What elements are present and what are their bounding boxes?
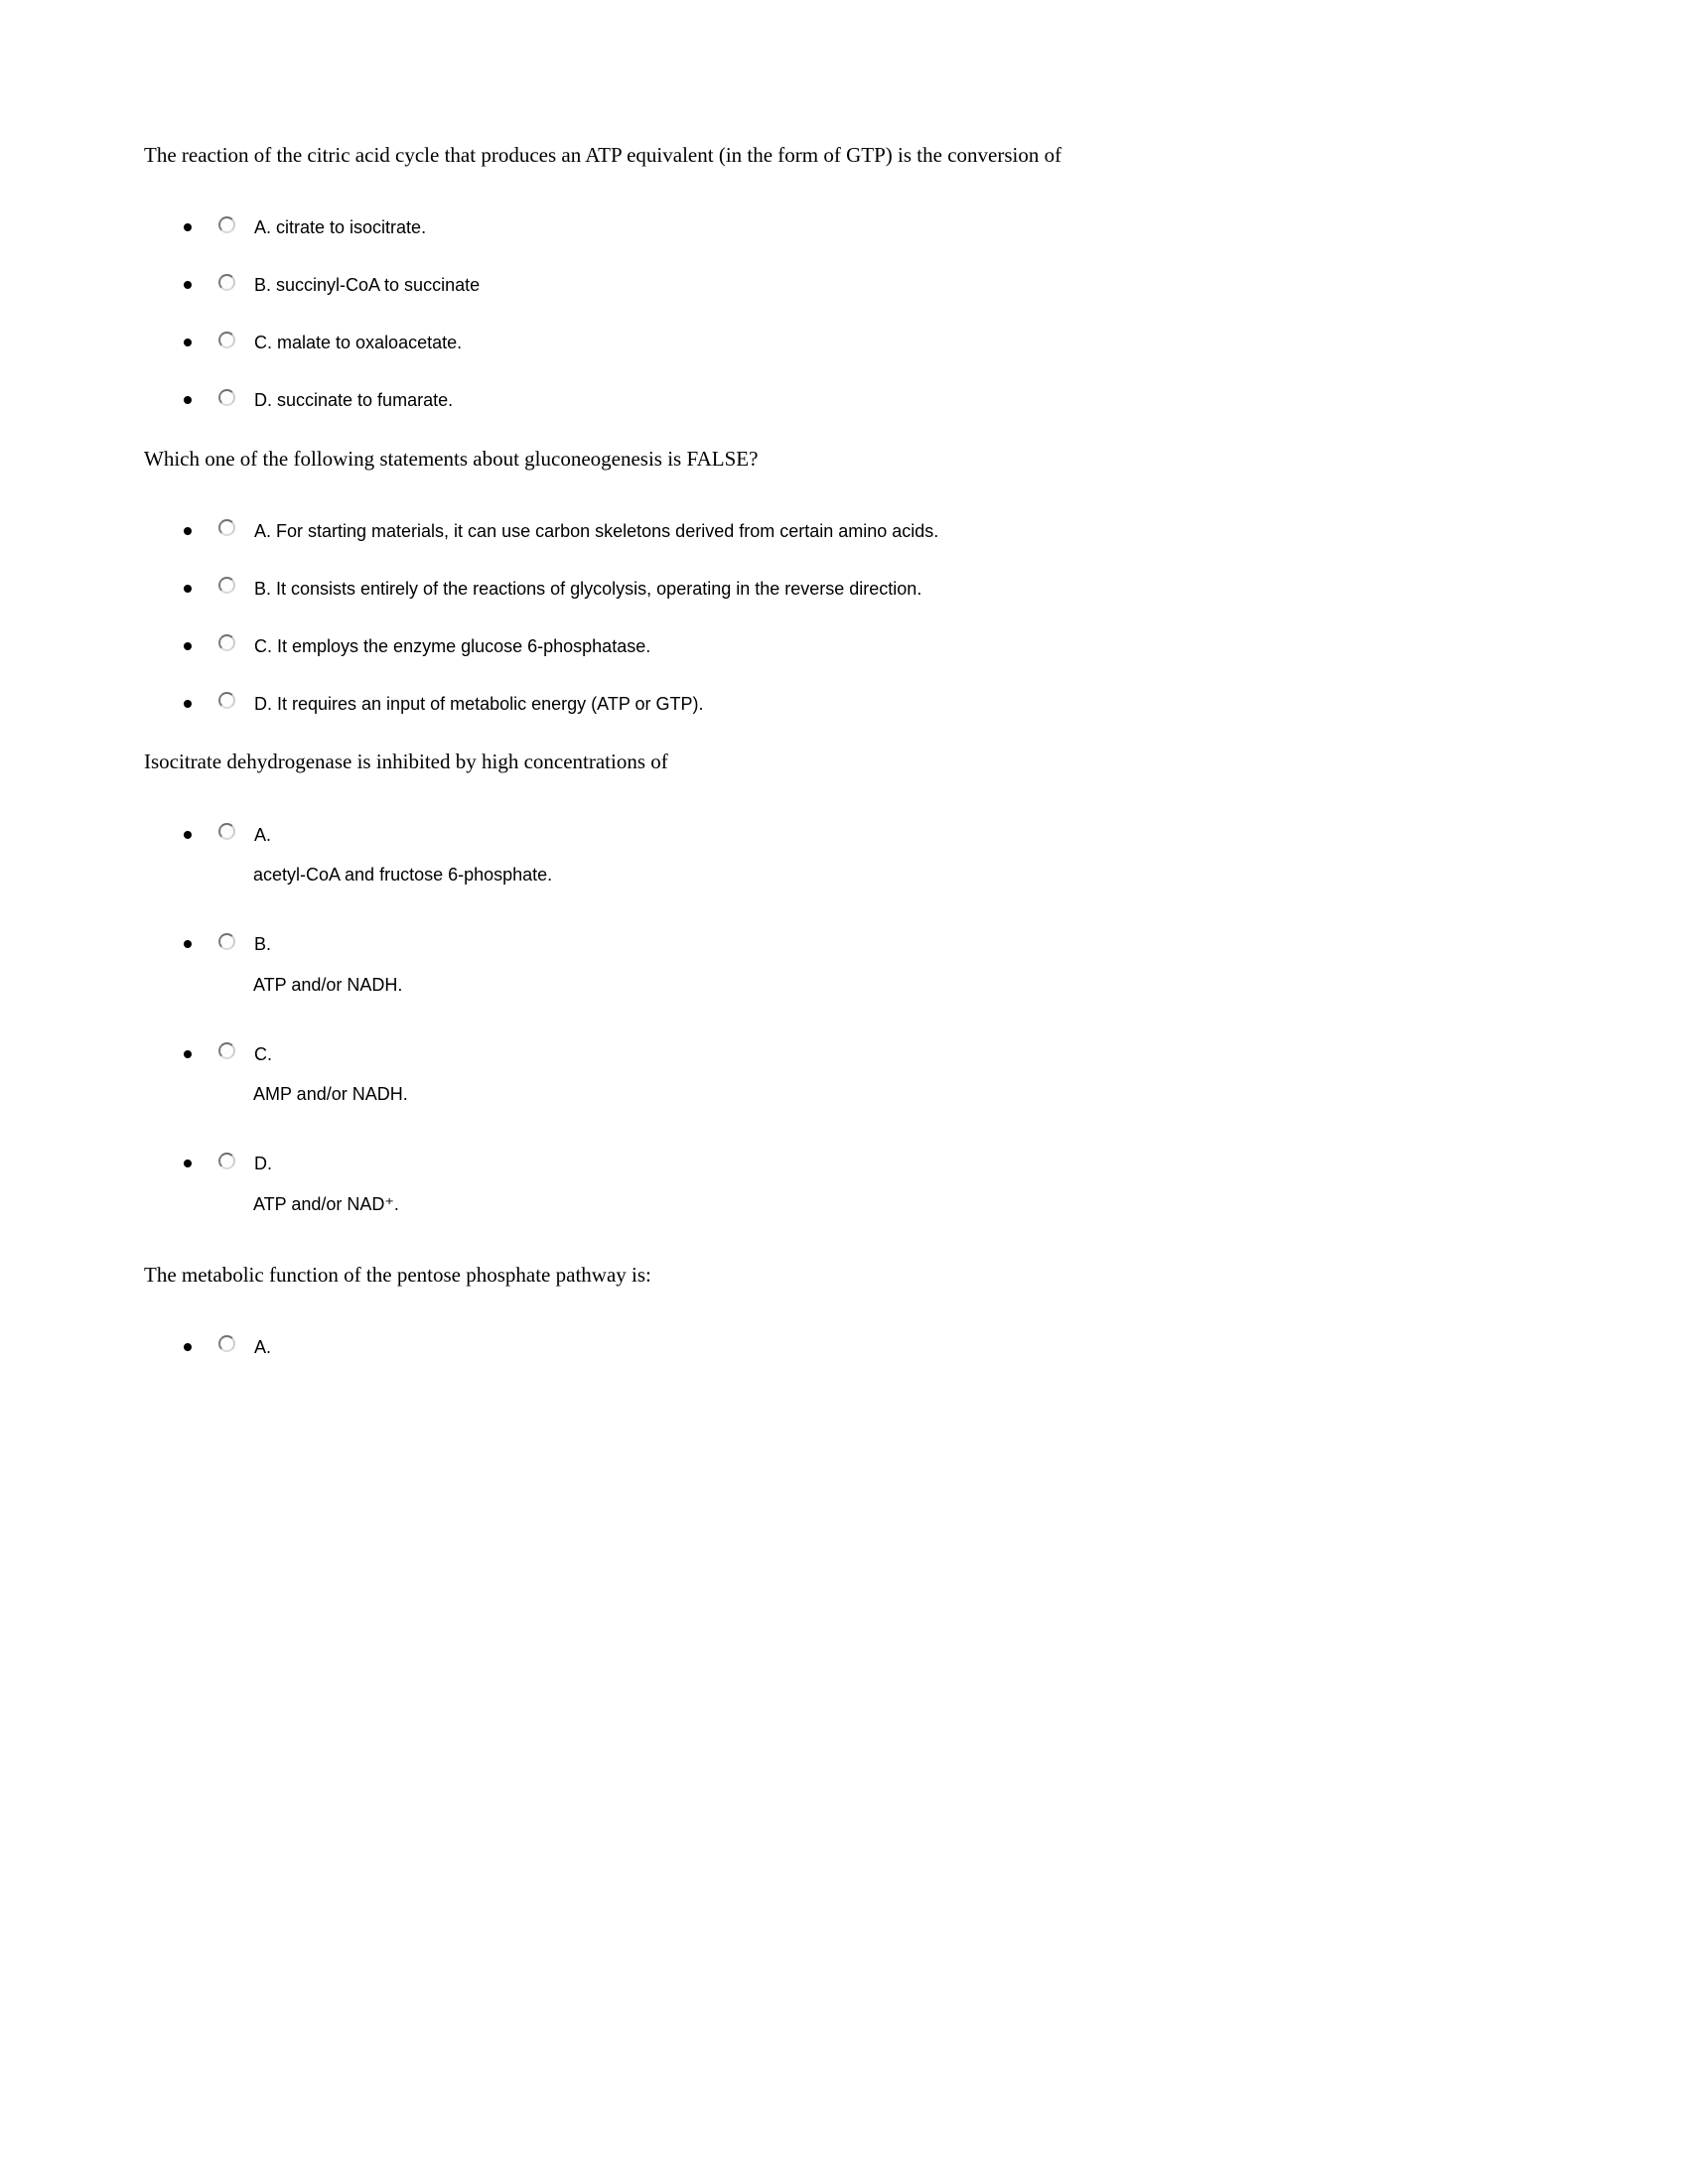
radio-button[interactable]	[218, 519, 235, 536]
option-row	[184, 1152, 1549, 1216]
question-1	[144, 142, 1549, 413]
radio-button[interactable]	[218, 577, 235, 594]
question-text: Isocitrate dehydrogenase is inhibited by high concentrations of	[144, 750, 668, 774]
question-2-options	[144, 518, 1549, 716]
option-label: A. citrate to isocitrate.	[254, 217, 427, 238]
radio-button[interactable]	[218, 1042, 235, 1059]
question-4-options	[144, 1334, 1549, 1359]
option-row	[184, 822, 1549, 887]
option-head	[184, 1152, 1549, 1176]
question-text: The metabolic function of the pentose phosphate pathway is:	[144, 1262, 651, 1287]
option-row	[184, 1041, 1549, 1106]
option-label: B. It consists entirely of the reactions of glycolysis, operating in the reverse direction.	[254, 578, 922, 599]
question-2	[144, 446, 1549, 717]
option-letter: B.	[254, 934, 272, 955]
radio-button[interactable]	[218, 1153, 235, 1169]
bullet-icon	[184, 281, 192, 289]
question-3-options	[144, 822, 1549, 1215]
question-1-options	[144, 215, 1549, 413]
option-label: D. It requires an input of metabolic energy (ATP or GTP).	[254, 693, 704, 714]
bullet-icon	[184, 1343, 192, 1351]
question-3	[144, 749, 1549, 1215]
option-detail: ATP and/or NAD⁺.	[253, 1193, 399, 1214]
question-4	[144, 1262, 1549, 1360]
option-head	[184, 1041, 1549, 1066]
radio-button[interactable]	[218, 274, 235, 291]
bullet-icon	[184, 1160, 192, 1167]
bullet-icon	[184, 940, 192, 948]
option-label: B. succinyl-CoA to succinate	[254, 275, 481, 296]
bullet-icon	[184, 339, 192, 346]
radio-button[interactable]	[218, 634, 235, 651]
option-row	[184, 576, 1549, 601]
bullet-icon	[184, 700, 192, 708]
radio-button[interactable]	[218, 389, 235, 406]
option-letter: A.	[254, 824, 272, 845]
option-row	[184, 691, 1549, 716]
option-row	[184, 1334, 1549, 1359]
option-label: C. It employs the enzyme glucose 6-phosphatase.	[254, 635, 651, 656]
option-label: A. For starting materials, it can use carbon skeletons derived from certain amino acids.	[254, 520, 939, 541]
bullet-icon	[184, 642, 192, 650]
option-row	[184, 518, 1549, 543]
option-label: D. succinate to fumarate.	[254, 390, 454, 411]
bullet-icon	[184, 831, 192, 839]
bullet-icon	[184, 223, 192, 231]
bullet-icon	[184, 1050, 192, 1058]
option-head	[184, 932, 1549, 957]
option-letter: A.	[254, 1336, 272, 1357]
question-text: Which one of the following statements about gluconeogenesis is FALSE?	[144, 446, 759, 471]
option-label: C. malate to oxaloacetate.	[254, 333, 463, 353]
radio-button[interactable]	[218, 823, 235, 840]
option-head	[184, 822, 1549, 847]
option-detail: AMP and/or NADH.	[253, 1084, 408, 1105]
bullet-icon	[184, 585, 192, 593]
option-row	[184, 388, 1549, 413]
option-detail: acetyl-CoA and fructose 6-phosphate.	[253, 865, 553, 886]
option-row	[184, 273, 1549, 298]
option-row	[184, 932, 1549, 997]
option-row	[184, 633, 1549, 658]
option-letter: D.	[254, 1154, 272, 1174]
radio-button[interactable]	[218, 1335, 235, 1352]
option-row	[184, 331, 1549, 355]
bullet-icon	[184, 396, 192, 404]
option-detail: ATP and/or NADH.	[253, 974, 403, 995]
radio-button[interactable]	[218, 332, 235, 348]
bullet-icon	[184, 527, 192, 535]
radio-button[interactable]	[218, 216, 235, 233]
option-letter: C.	[254, 1043, 272, 1064]
question-text: The reaction of the citric acid cycle that produces an ATP equivalent (in the form of GTP) is the conversion of	[144, 143, 1062, 167]
radio-button[interactable]	[218, 933, 235, 950]
option-row	[184, 215, 1549, 240]
radio-button[interactable]	[218, 692, 235, 709]
